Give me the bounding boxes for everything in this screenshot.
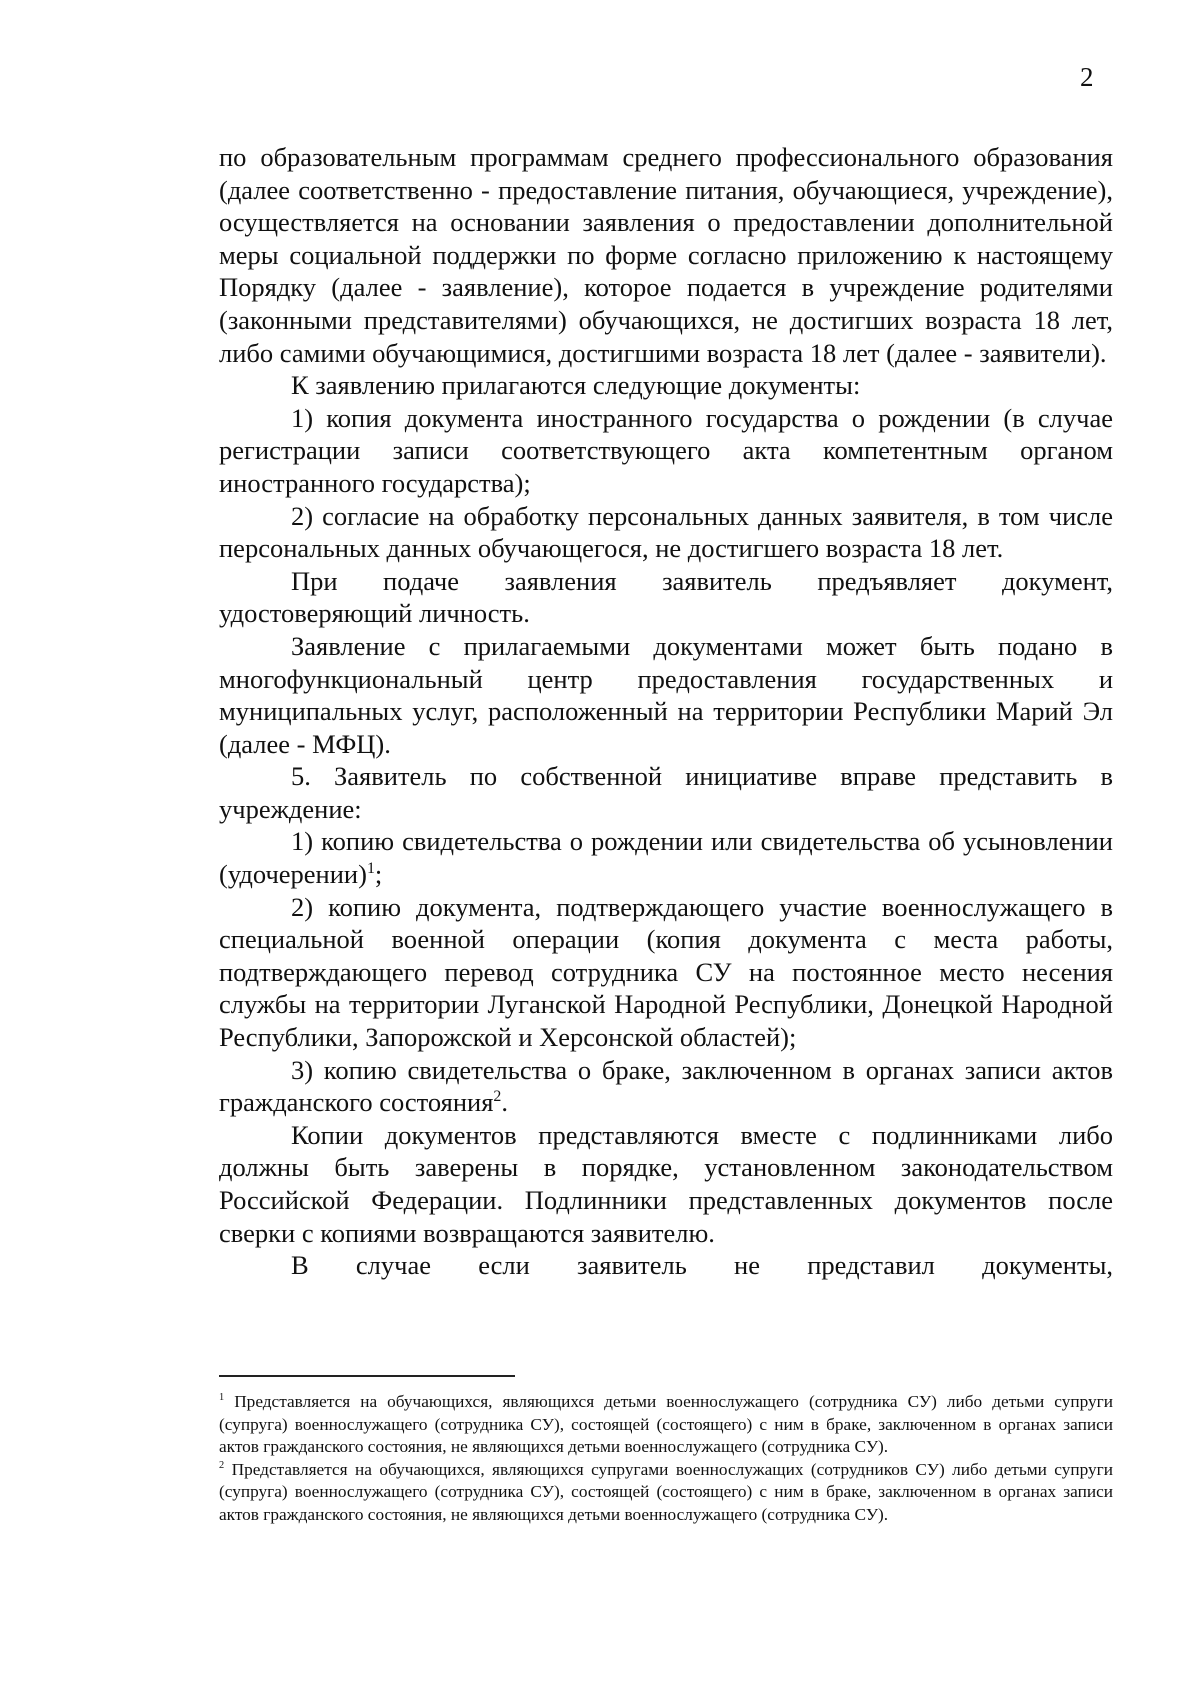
paragraph — [219, 1249, 1113, 1282]
document-body — [219, 141, 1113, 1282]
footnote-divider — [219, 1375, 515, 1377]
paragraph-text: 3) копию свидетельства о браке, заключенном в органах записи актов гражданского состояния — [219, 1054, 1113, 1118]
page-number: 2 — [1080, 62, 1094, 92]
paragraph-text: В случае если заявитель не представил документы, — [291, 1250, 1113, 1281]
paragraph-text: 2) копию документа, подтверждающего участие военнослужащего в специальной военной операции (копия документа с места работы, подтверждающего перевод сотрудника СУ на постоянное место несения службы на территории Луганской Народной Республики, Донецкой Народной Республики, Запорожской и Херсонской областей); — [219, 891, 1113, 1053]
paragraph-text: 1) копию свидетельства о рождении или свидетельства об усыновлении (удочерении) — [219, 826, 1113, 890]
paragraph — [219, 825, 1113, 890]
paragraph-text: Копии документов представляются вместе с подлинниками либо должны быть заверены в порядке, установленном законодательством Российской Федерации. Подлинники представленных документов после сверки с копиями возвращаются заявителю. — [219, 1119, 1113, 1248]
paragraph — [219, 1119, 1113, 1249]
paragraph — [219, 1054, 1113, 1119]
paragraph — [219, 369, 1113, 402]
paragraph — [219, 402, 1113, 500]
footnote-reference[interactable]: 1 — [366, 860, 375, 878]
footnote — [219, 1391, 1113, 1459]
paragraph-text: При подаче заявления заявитель предъявляет документ, удостоверяющий личность. — [219, 565, 1113, 629]
paragraph-text: 2) согласие на обработку персональных данных заявителя, в том числе персональных данных обучающегося, не достигшего возраста 18 лет. — [219, 500, 1113, 564]
paragraph-text: 5. Заявитель по собственной инициативе вправе представить в учреждение: — [219, 761, 1113, 824]
footnote-reference[interactable]: 2 — [493, 1088, 502, 1106]
paragraph — [219, 891, 1113, 1054]
footnote-mark: 1 — [219, 1392, 225, 1404]
paragraph-text: К заявлению прилагаются следующие документы: — [291, 370, 861, 401]
paragraph — [219, 141, 1113, 369]
paragraph-text: 1) копия документа иностранного государства о рождении (в случае регистрации записи соответствующего акта компетентным органом иностранного государства); — [219, 402, 1113, 498]
footnotes — [219, 1391, 1113, 1527]
footnote-mark: 2 — [219, 1460, 225, 1472]
paragraph-text: Заявление с прилагаемыми документами может быть подано в многофункциональный центр предоставления государственных и муниципальных услуг, расположенный на территории Республики Марий Эл (далее - МФЦ). — [219, 630, 1113, 759]
footnote-text: Представляется на обучающихся, являющихся супругами военнослужащих (сотрудников СУ) либо детьми супруги (супруга) военнослужащего (сотрудника СУ), состоящей (состоящего) с ним в браке, заключенном в органах записи актов гражданского состояния, не являющихся детьми военнослужащего (сотрудника СУ). — [219, 1459, 1113, 1524]
paragraph — [219, 565, 1113, 630]
paragraph — [219, 760, 1113, 825]
paragraph-tail: . — [501, 1087, 508, 1118]
paragraph — [219, 630, 1113, 760]
paragraph-text: по образовательным программам среднего профессионального образования (далее соответственно - предоставление питания, обучающиеся, учреждение), осуществляется на основании заявления о предоставлении дополнительной меры социальной поддержки по форме согласно приложению к настоящему Порядку (далее - заявление), которое подается в учреждение родителями (законными представителями) обучающихся, не достигших возраста 18 лет, либо самими обучающимися, достигшими возраста 18 лет (далее - заявители). — [219, 142, 1113, 368]
paragraph-tail: ; — [374, 859, 383, 890]
footnote-text: Представляется на обучающихся, являющихся детьми военнослужащего (сотрудника СУ) либо детьми супруги (супруга) военнослужащего (сотрудника СУ), состоящей (состоящего) с ним в браке, заключенном в органах записи актов гражданского состояния, не являющихся детьми военнослужащего (сотрудника СУ). — [219, 1392, 1114, 1457]
paragraph — [219, 500, 1113, 565]
footnote — [219, 1459, 1113, 1527]
